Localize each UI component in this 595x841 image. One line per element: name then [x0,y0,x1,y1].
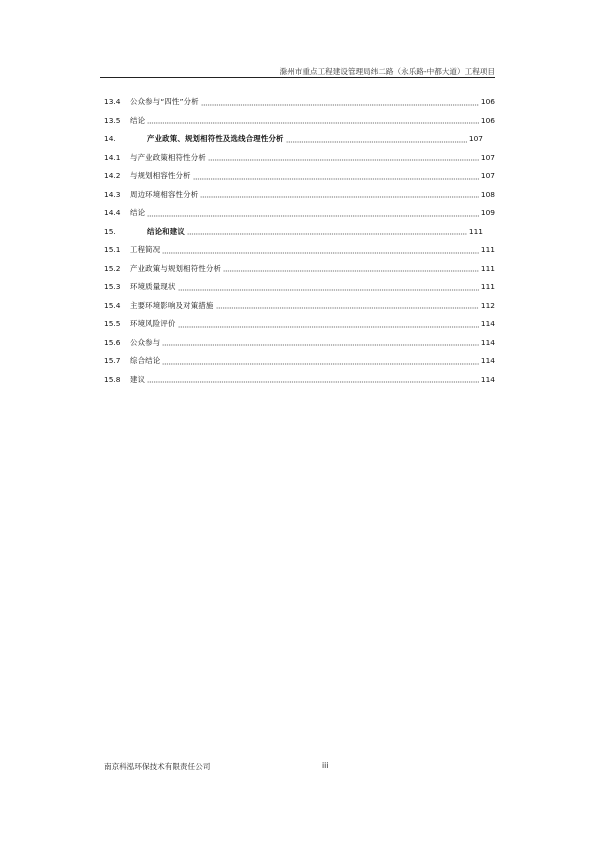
toc-entry-page: 107 [480,171,495,181]
toc-entry-title: 周边环境相容性分析 [130,189,199,199]
toc-entry[interactable] [104,223,495,242]
toc-entry-title: 工程简况 [130,245,161,255]
toc-entry-page: 111 [480,282,495,292]
toc-entry[interactable] [104,297,495,316]
toc-entry-title: 结论和建议 [147,226,185,236]
header-title: 滁州市重点工程建设管理局纬二路（永乐路-中都大道）工程项目 [279,67,495,76]
toc-entry-title: 产业政策、规划相符性及选线合理性分析 [147,134,284,144]
toc-dot-leader [162,339,479,346]
toc-entry-title: 建议 [130,374,146,384]
toc-entry-title: 环境质量现状 [130,282,176,292]
toc-entry[interactable] [104,204,495,223]
toc-dot-leader [187,228,467,235]
toc-dot-leader [208,154,479,161]
toc-entry[interactable] [104,93,495,112]
toc-entry[interactable] [104,278,495,297]
toc-entry[interactable] [104,112,495,131]
toc-entry-title: 产业政策与规划相符性分析 [130,263,222,273]
toc-entry-page: 114 [480,356,495,366]
toc-entry-page: 109 [480,208,495,218]
toc-entry-page: 114 [480,374,495,384]
toc-entry-page: 107 [468,134,483,144]
toc-dot-leader [286,136,467,143]
toc-entry-page: 114 [480,337,495,347]
header-rule [100,77,495,78]
toc-dot-leader [147,376,479,383]
toc-entry-number: 13.5 [104,115,121,125]
toc-entry[interactable] [104,186,495,205]
toc-entry-title: 综合结论 [130,356,161,366]
toc-entry-number: 14.3 [104,189,121,199]
toc-dot-leader [147,210,479,217]
toc-dot-leader [200,191,479,198]
toc-entry-title: 主要环境影响及对策措施 [130,300,214,310]
toc-entry-title: 结论 [130,115,146,125]
toc-entry[interactable] [104,371,495,390]
toc-entry-number: 15.6 [104,337,121,347]
toc-dot-leader [193,173,479,180]
toc-entry-page: 107 [480,152,495,162]
toc-entry-page: 112 [480,300,495,310]
toc-entry[interactable] [104,352,495,371]
toc-entry-title: 与产业政策相符性分析 [130,152,206,162]
toc-entry-number: 15.4 [104,300,121,310]
toc-entry[interactable] [104,334,495,353]
toc-dot-leader [223,265,479,272]
toc-dot-leader [162,247,479,254]
toc-entry-number: 15.7 [104,356,121,366]
toc-dot-leader [216,302,479,309]
toc-entry-page: 111 [480,245,495,255]
toc-dot-leader [178,284,479,291]
toc-entry-number: 15.1 [104,245,121,255]
toc-dot-leader [162,358,479,365]
toc-entry[interactable] [104,130,495,149]
toc-entry-title: 结论 [130,208,146,218]
toc-entry-number: 15.8 [104,374,121,384]
toc-entry-page: 106 [480,115,495,125]
toc-entry-page: 114 [480,319,495,329]
toc-entry-number: 14.2 [104,171,121,181]
toc-entry-page: 106 [480,97,495,107]
toc-entry-page: 111 [480,263,495,273]
toc-entry-title: 公众参与“四性”分析 [130,97,199,107]
toc-entry[interactable] [104,167,495,186]
toc-entry-page: 108 [480,189,495,199]
toc-entry[interactable] [104,149,495,168]
table-of-contents [104,93,495,389]
footer-company: 南京科泓环保技术有限责任公司 [104,762,211,771]
toc-entry-page: 111 [468,226,483,236]
toc-entry-number: 14.1 [104,152,121,162]
toc-dot-leader [201,99,479,106]
toc-entry[interactable] [104,260,495,279]
toc-entry-title: 与规划相容性分析 [130,171,191,181]
toc-entry-number: 14. [104,134,116,144]
toc-dot-leader [147,117,479,124]
toc-entry-number: 15.3 [104,282,121,292]
toc-entry-number: 15.2 [104,263,121,273]
toc-entry-title: 环境风险评价 [130,319,176,329]
toc-entry-number: 14.4 [104,208,121,218]
footer-page-number: iii [322,761,329,770]
toc-entry-number: 15.5 [104,319,121,329]
toc-entry-number: 15. [104,226,116,236]
toc-dot-leader [178,321,479,328]
toc-entry[interactable] [104,315,495,334]
toc-entry-number: 13.4 [104,97,121,107]
toc-entry[interactable] [104,241,495,260]
toc-entry-title: 公众参与 [130,337,161,347]
